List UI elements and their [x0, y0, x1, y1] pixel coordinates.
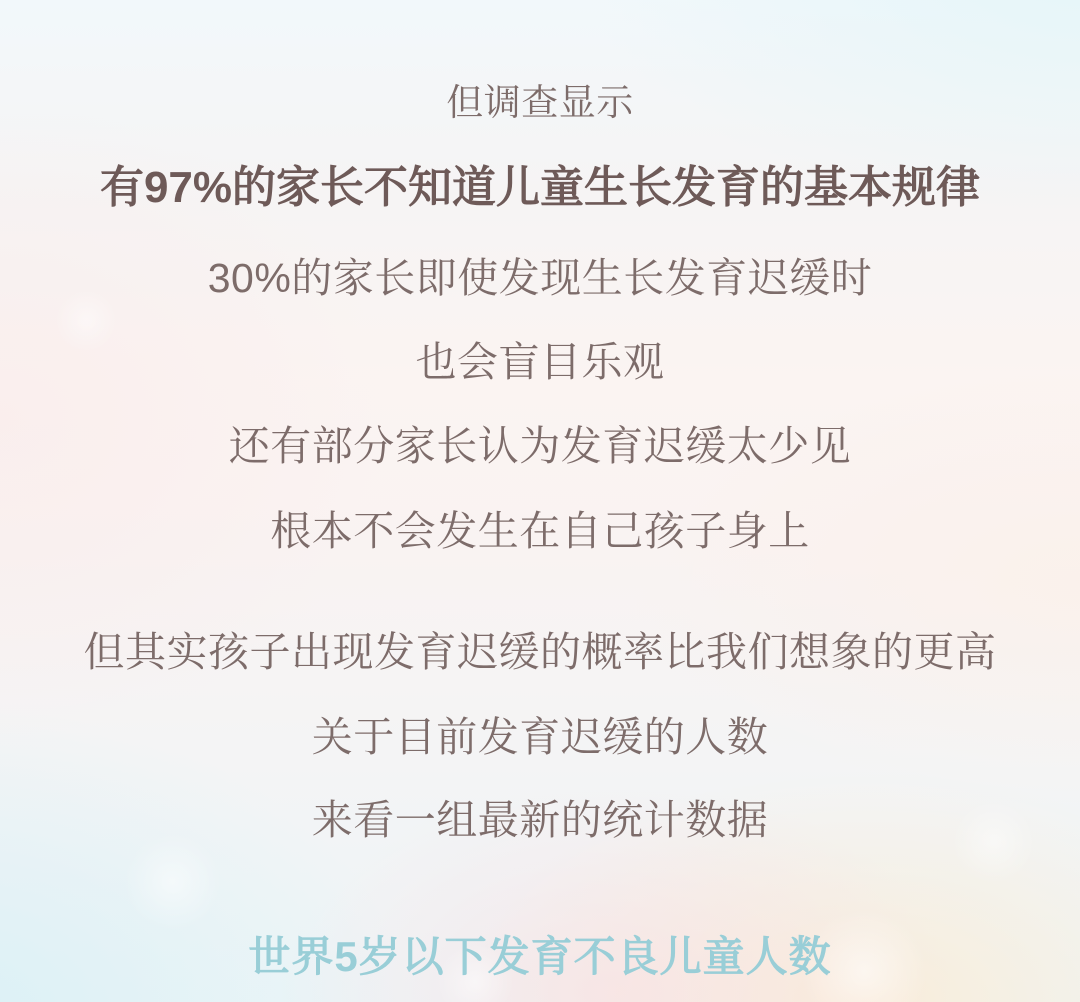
line-stat-30-percent: 30%的家长即使发现生长发育迟缓时 [207, 255, 873, 301]
line-about-delay-numbers: 关于目前发育迟缓的人数 [311, 714, 769, 760]
line-blind-optimism: 也会盲目乐观 [415, 339, 665, 385]
section-title-world-under5: 世界5岁以下发育不良儿童人数 [248, 933, 832, 980]
line-higher-probability: 但其实孩子出现发育迟缓的概率比我们想象的更高 [83, 629, 997, 675]
line-survey-intro: 但调查显示 [446, 82, 634, 123]
line-latest-statistics: 来看一组最新的统计数据 [311, 797, 769, 843]
line-not-my-child: 根本不会发生在自己孩子身上 [270, 508, 810, 554]
line-delay-seems-rare: 还有部分家长认为发育迟缓太少见 [228, 423, 852, 469]
line-stat-97-percent: 有97%的家长不知道儿童生长发育的基本规律 [99, 163, 981, 212]
